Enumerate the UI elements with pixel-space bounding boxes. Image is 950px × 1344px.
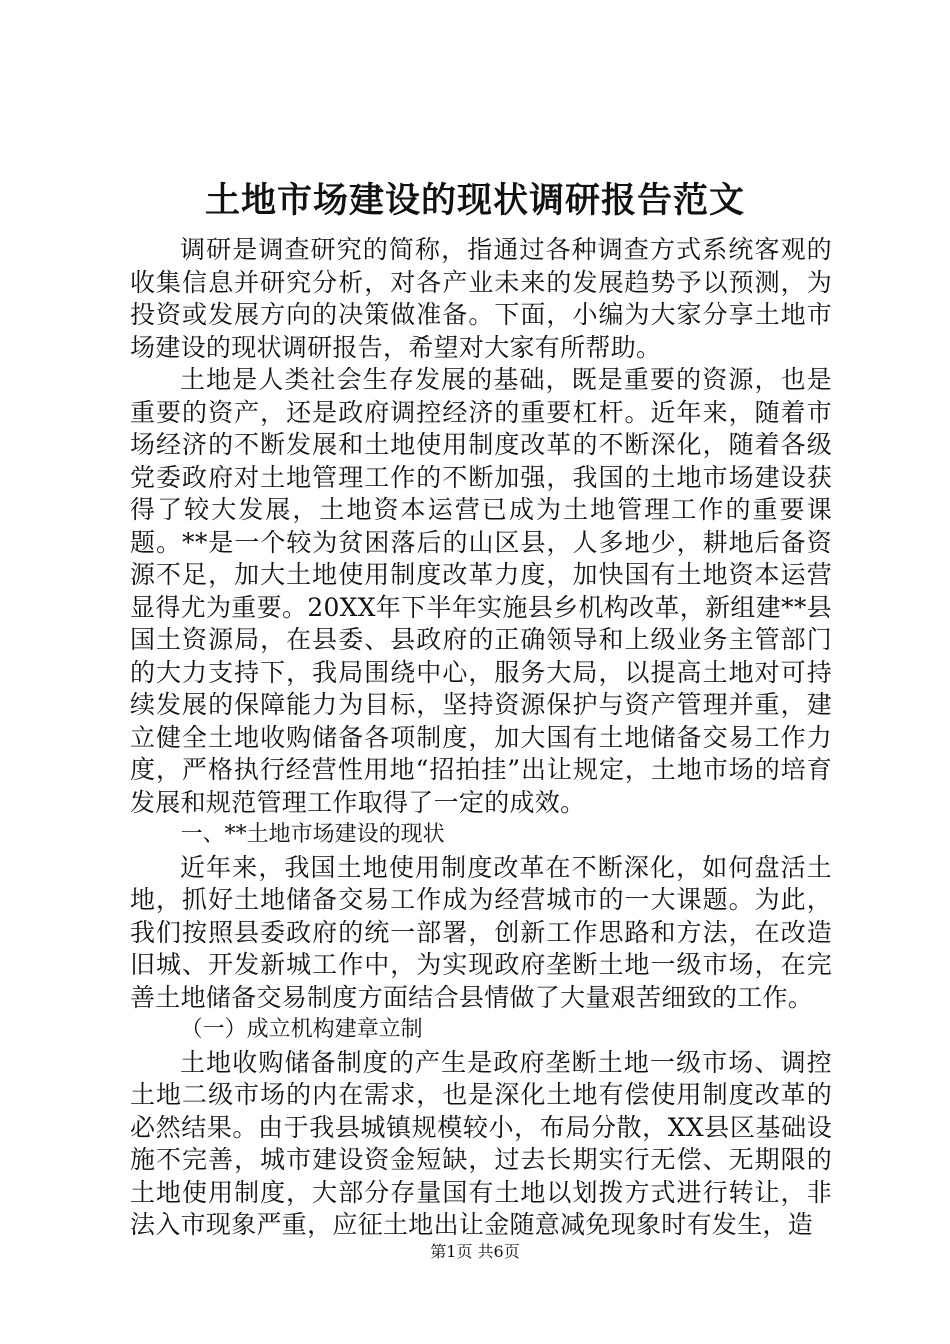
page-footer: 第1页 共6页: [430, 1242, 520, 1261]
paragraph-intro: 调研是调查研究的简称，指通过各种调查方式系统客观的收集信息并研究分析，对各产业未来的发展趋势予以预测，为投资或发展方向的决策做准备。下面，小编为大家分享土地市场建设的现状调研报告，希望对大家有所帮助。: [130, 235, 832, 362]
document-title: 土地市场建设的现状调研报告范文: [204, 180, 745, 221]
paragraph-subsection-1: 土地收购储备制度的产生是政府垄断土地一级市场、调控土地二级市场的内在需求，也是深化土地有偿使用制度改革的必然结果。由于我县城镇规模较小，布局分散，XX县区基础设施不完善，城市建设资金短缺，过去长期实行无偿、无期限的土地使用制度，大部分存量国有土地以划拨方式进行转让，非法入市现象严重，应征土地出让金随意减免现象时有发生，造: [130, 1047, 832, 1239]
section-heading-1: 一、**土地市场建设的现状: [180, 822, 445, 847]
paragraph-background: 土地是人类社会生存发展的基础，既是重要的资源，也是重要的资产，还是政府调控经济的重要杠杆。近年来，随着市场经济的不断发展和土地使用制度改革的不断深化，随着各级党委政府对土地管理工作的不断加强，我国的土地市场建设获得了较大发展，土地资本运营已成为土地管理工作的重要课题。**是一个较为贫困落后的山区县，人多地少，耕地后备资源不足，加大土地使用制度改革力度，加快国有土地资本运营显得尤为重要。20XX年下半年实施县乡机构改革，新组建**县国土资源局，在县委、县政府的正确领导和上级业务主管部门的大力支持下，我局围绕中心，服务大局，以提高土地对可持续发展的保障能力为目标，坚持资源保护与资产管理并重，建立健全土地收购储备各项制度，加大国有土地储备交易工作力度，严格执行经营性用地“招拍挂”出让规定，土地市场的培育发展和规范管理工作取得了一定的成效。: [130, 365, 832, 817]
subsection-heading-1: （一）成立机构建章立制: [180, 1017, 423, 1042]
document-body: [130, 234, 832, 1242]
paragraph-section-1: 近年来，我国土地使用制度改革在不断深化，如何盘活土地，抓好土地储备交易工作成为经营城市的一大课题。为此，我们按照县委政府的统一部署，创新工作思路和方法，在改造旧城、开发新城工作中，为实现政府垄断土地一级市场，在完善土地储备交易制度方面结合县情做了大量艰苦细致的工作。: [130, 852, 832, 1012]
